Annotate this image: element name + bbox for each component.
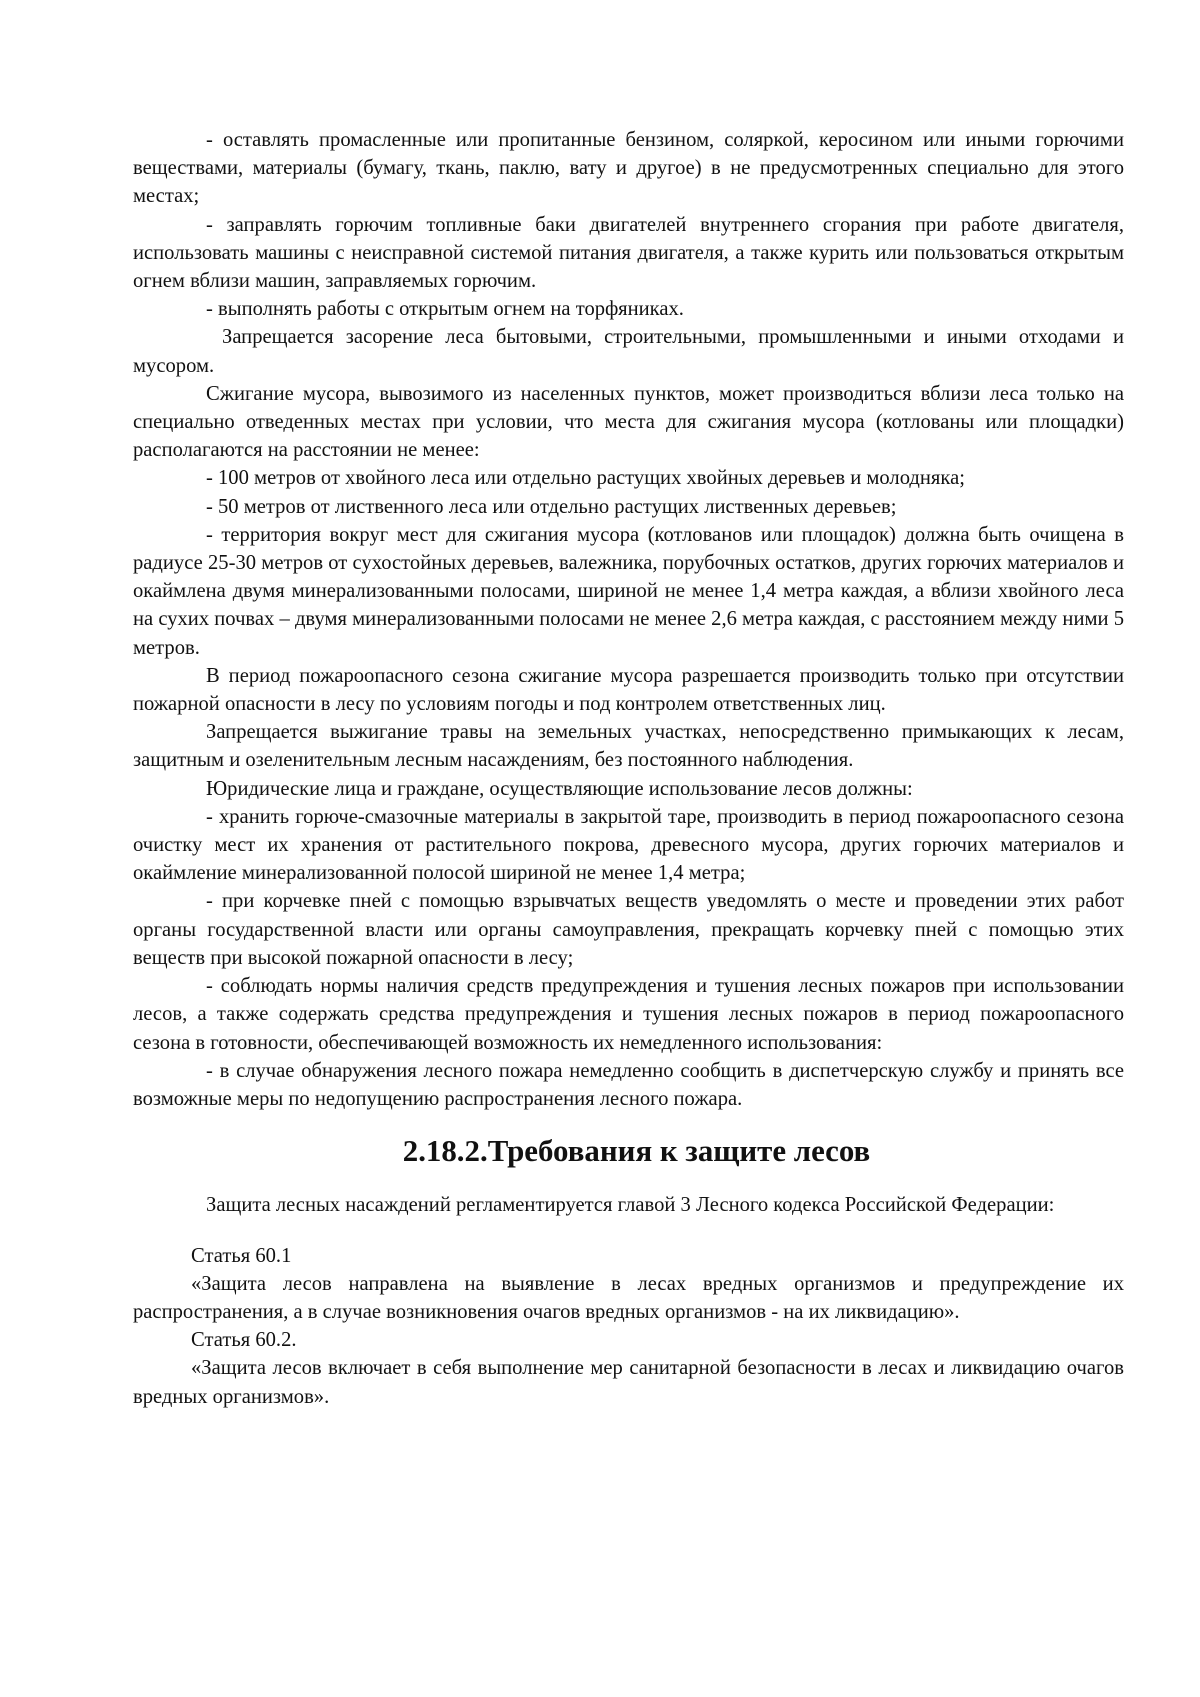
paragraph: - 100 метров от хвойного леса или отдельно растущих хвойных деревьев и молодняка; — [206, 467, 965, 490]
paragraph: Запрещается выжигание травы на земельных участках, непосредственно примыкающих к лесам, защитным и озеленительным лесным насаждениям, без постоянного наблюдения. — [133, 721, 1124, 772]
paragraph: - оставлять промасленные или пропитанные бензином, соляркой, керосином или иными горючими веществами, материалы (бумагу, ткань, паклю, вату и другое) в не предусмотренных специально для этого местах; — [133, 129, 1124, 208]
article-text: «Защита лесов включает в себя выполнение мер санитарной безопасности в лесах и ликвидацию очагов вредных организмов». — [133, 1357, 1124, 1408]
intro-paragraph: Защита лесных насаждений регламентируется главой 3 Лесного кодекса Российской Федерации: — [206, 1194, 1055, 1217]
section-heading: 2.18.2.Требования к защите лесов — [402, 1133, 871, 1169]
paragraph: - соблюдать нормы наличия средств предупреждения и тушения лесных пожаров при использовании лесов, а также содержать средства предупреждения и тушения лесных пожаров в период пожароопасного сезона в готовности, обеспечивающей возможность их немедленного использования: — [133, 975, 1124, 1054]
paragraph: - территория вокруг мест для сжигания мусора (котлованов или площадок) должна быть очищена в радиусе 25-30 метров от сухостойных деревьев, валежника, порубочных остатков, других горючих материалов и окаймлена двумя минерализованными полосами, шириной не менее 1,4 метра каждая, а вблизи хвойного леса на сухих почвах – двумя минерализованными полосами не менее 2,6 метра каждая, с расстоянием между ними 5 метров. — [133, 523, 1124, 659]
paragraph: - в случае обнаружения лесного пожара немедленно сообщить в диспетчерскую службу и принять все возможные меры по недопущению распространения лесного пожара. — [133, 1059, 1124, 1110]
article-label: Статья 60.2. — [191, 1329, 297, 1352]
paragraph: Запрещается засорение леса бытовыми, строительными, промышленными и иными отходами и мусором. — [133, 326, 1124, 377]
spacer — [133, 1220, 1124, 1242]
paragraph: - выполнять работы с открытым огнем на торфяниках. — [206, 298, 684, 321]
paragraph: - хранить горюче-смазочные материалы в закрытой таре, производить в период пожароопасного сезона очистку мест их хранения от растительного покрова, древесного мусора, других горючих материалов и окаймление минерализованной полосой шириной не менее 1,4 метра; — [133, 805, 1124, 885]
article-label: Статья 60.1 — [191, 1244, 292, 1267]
paragraph: - 50 метров от лиственного леса или отдельно растущих лиственных деревьев; — [206, 495, 897, 518]
paragraph: Сжигание мусора, вывозимого из населенных пунктов, может производиться вблизи леса только на специально отведенных местах при условии, что места для сжигания мусора (котлованы или площадки) располагаются на расстоянии не менее: — [133, 382, 1124, 462]
document-page — [133, 126, 1124, 1411]
paragraph: Юридические лица и граждане, осуществляющие использование лесов должны: — [206, 777, 913, 800]
paragraph: - при корчевке пней с помощью взрывчатых веществ уведомлять о месте и проведении этих работ органы государственной власти или органы самоуправления, прекращать корчевку пней с помощью этих веществ при высокой пожарной опасности в лесу; — [133, 890, 1124, 969]
article-text: «Защита лесов направлена на выявление в лесах вредных организмов и предупреждение их распространения, а в случае возникновения очагов вредных организмов - на их ликвидацию». — [133, 1272, 1124, 1323]
paragraph: В период пожароопасного сезона сжигание мусора разрешается производить только при отсутствии пожарной опасности в лесу по условиям погоды и под контролем ответственных лиц. — [133, 664, 1124, 716]
paragraph: - заправлять горючим топливные баки двигателей внутреннего сгорания при работе двигателя, использовать машины с неисправной системой питания двигателя, а также курить или пользоваться открытым огнем вблизи машин, заправляемых горючим. — [133, 213, 1124, 293]
